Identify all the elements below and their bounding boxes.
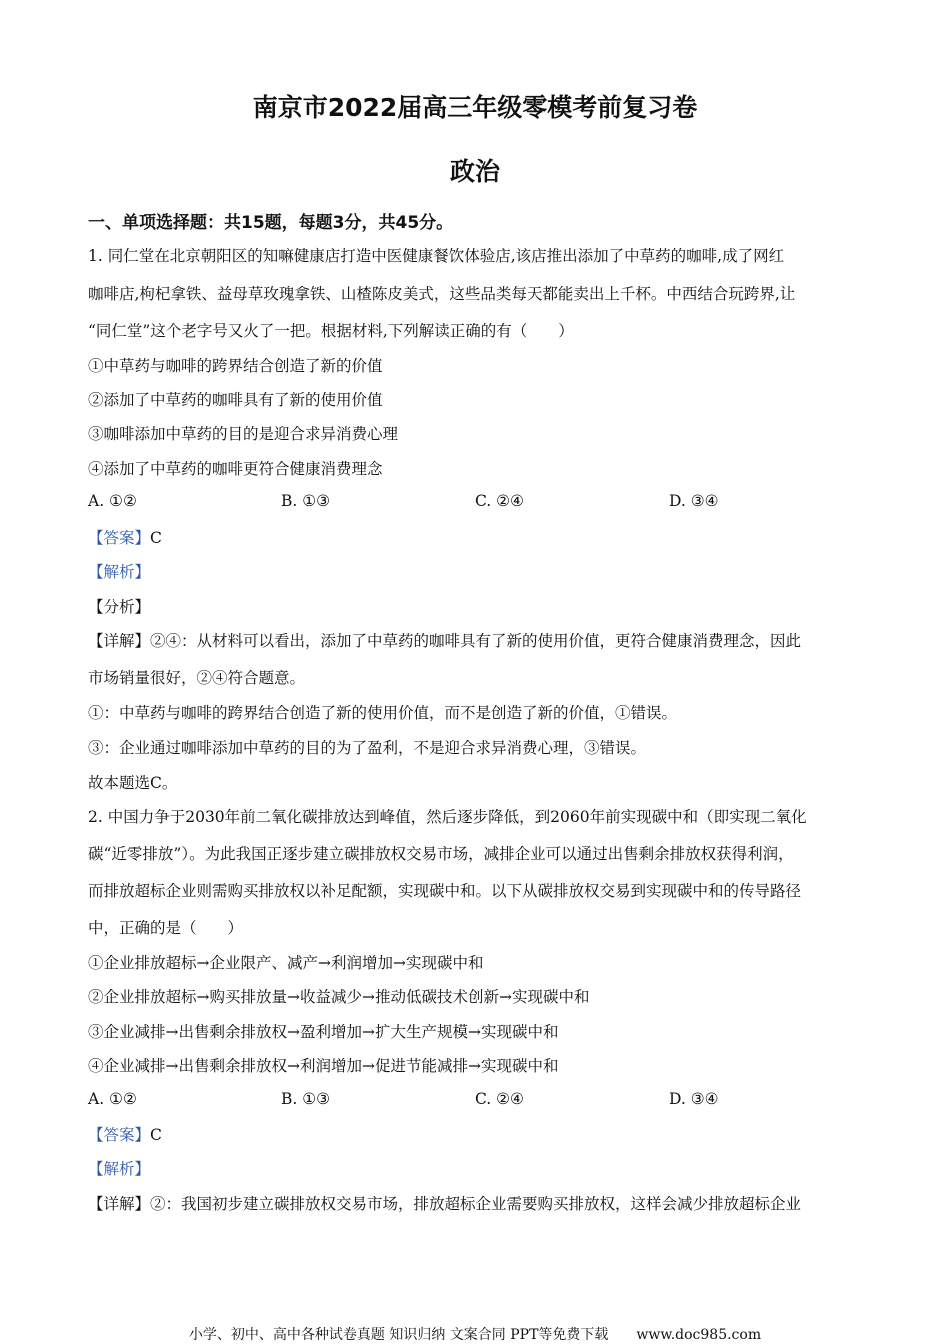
q1-analysis-tag: 【解析】 [88, 563, 151, 581]
q1-detail-line: 【详解】②④：从材料可以看出，添加了中草药的咖啡具有了新的使用价值，更符合健康消费理念，因此 [88, 632, 802, 650]
q1-options [88, 492, 868, 514]
q2-item: ③企业减排→出售剩余排放权→盈利增加→扩大生产规模→实现碳中和 [88, 1023, 559, 1041]
option-b: B. ①③ [281, 492, 331, 510]
q2-options [88, 1090, 868, 1112]
q1-item: ②添加了中草药的咖啡具有了新的使用价值 [88, 391, 383, 409]
q1-detail-line: ①：中草药与咖啡的跨界结合创造了新的使用价值，而不是创造了新的价值，①错误。 [88, 704, 678, 722]
option-d: D. ③④ [669, 492, 719, 510]
q1-item: ①中草药与咖啡的跨界结合创造了新的价值 [88, 357, 383, 375]
document-title: 南京市2022届高三年级零模考前复习卷 [252, 93, 698, 122]
q2-stem-line: 碳“近零排放”）。为此我国正逐步建立碳排放权交易市场，减排企业可以通过出售剩余排放权获得利润， [88, 845, 794, 863]
q1-detail-line: ③：企业通过咖啡添加中草药的目的为了盈利，不是迎合求异消费心理，③错误。 [88, 739, 647, 757]
answer-value: C [150, 529, 162, 547]
option-c: C. ②④ [475, 1090, 524, 1108]
q2-stem-line: 2. 中国力争于2030年前二氧化碳排放达到峰值，然后逐步降低，到2060年前实现碳中和（即实现二氧化 [88, 808, 807, 826]
q2-stem-line: 中，正确的是（ ） [88, 919, 244, 937]
q1-stem-line: 咖啡店,枸杞拿铁、益母草玫瑰拿铁、山楂陈皮美式，这些品类每天都能卖出上千杯。中西结合玩跨界,让 [88, 285, 796, 303]
q2-analysis-tag: 【解析】 [88, 1160, 151, 1178]
answer-value: C [150, 1126, 162, 1144]
q2-stem-line: 而排放超标企业则需购买排放权以补足配额，实现碳中和。以下从碳排放权交易到实现碳中和的传导路径 [88, 882, 802, 900]
option-d: D. ③④ [669, 1090, 719, 1108]
q1-stem-line: “同仁堂”这个老字号又火了一把。根据材料,下列解读正确的有（ ） [88, 322, 574, 340]
q1-detail-line: 故本题选C。 [88, 774, 178, 792]
q1-fenxi-tag: 【分析】 [88, 598, 151, 616]
q2-answer [88, 1124, 868, 1146]
q2-item: ①企业排放超标→企业限产、减产→利润增加→实现碳中和 [88, 954, 484, 972]
q1-answer [88, 527, 868, 549]
option-c: C. ②④ [475, 492, 524, 510]
q1-item: ④添加了中草药的咖啡更符合健康消费理念 [88, 460, 383, 478]
q2-item: ②企业排放超标→购买排放量→收益减少→推动低碳技术创新→实现碳中和 [88, 988, 590, 1006]
option-a: A. ①② [88, 1090, 137, 1108]
subject-title: 政治 [449, 157, 500, 186]
answer-tag: 【答案】 [88, 1126, 151, 1144]
q2-detail-line: 【详解】②：我国初步建立碳排放权交易市场，排放超标企业需要购买排放权，这样会减少排放超标企业 [88, 1195, 802, 1213]
q1-item: ③咖啡添加中草药的目的是迎合求异消费心理 [88, 425, 399, 443]
option-a: A. ①② [88, 492, 137, 510]
page-footer: 小学、初中、高中各种试卷真题 知识归纳 文案合同 PPT等免费下载 www.doc985.com [188, 1327, 762, 1343]
option-b: B. ①③ [281, 1090, 331, 1108]
q1-detail-line: 市场销量很好，②④符合题意。 [88, 669, 306, 687]
q2-item: ④企业减排→出售剩余排放权→利润增加→促进节能减排→实现碳中和 [88, 1057, 559, 1075]
answer-tag: 【答案】 [88, 529, 151, 547]
section-heading: 一、单项选择题：共15题，每题3分，共45分。 [88, 213, 454, 233]
q1-stem-line: 1. 同仁堂在北京朝阳区的知嘛健康店打造中医健康餐饮体验店,该店推出添加了中草药的咖啡,成了网红 [88, 247, 785, 265]
